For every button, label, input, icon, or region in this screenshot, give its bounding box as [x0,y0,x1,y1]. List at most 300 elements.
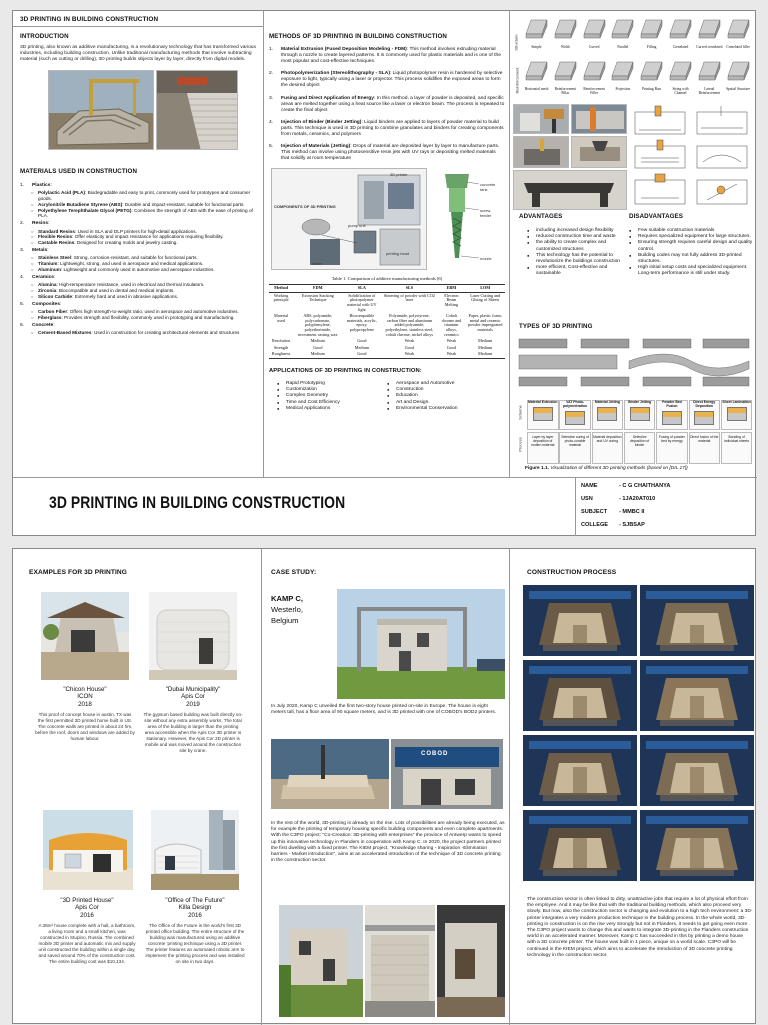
process-desc-label: Bonding of individual sheets [724,435,750,443]
case-text-intro: In July 2020, Kamp C unveiled the first two-story house printed on-site in Europe. The house is eight meters tall, has a floor area of 90 square meters, and is 3D printed with one of COBOD's BOD2 printers. [271,704,497,716]
mixer-label: mixer [312,261,322,267]
material-item-text: : Biodegradable and easy to print, commonly used for prototypes and consumer goods. [38,189,251,201]
material-item-name: Acrylonitrile Butadiene Styrene (ABS) [38,201,123,207]
disadvantage-item: ● Ensuring strength requires careful design and quality control. [629,240,753,252]
wall-shape-cell [581,16,608,56]
advantage-item: ● reduced construction time and waste [527,234,625,240]
process-scheme-cell [592,400,624,430]
material-label: Ceramics [32,275,55,281]
wall-shape-label: Simple [531,45,542,49]
wall-shape-icon [638,58,665,82]
printing-site-photo-1 [271,739,389,809]
process-category-label: Powder Bed Fusion [662,400,682,408]
methods-comparison-table [269,284,505,359]
material-label: Metals [32,248,48,254]
wall-shape-cell [667,16,694,56]
material-item-text: : Durable and impact-resistant, suitable for functional parts. [122,201,245,207]
material-group [20,275,258,300]
wall-shape-cell [609,16,636,56]
process-category-label: Binder Jetting [628,400,652,404]
intro-text: 3D printing, also known as additive manufacturing, is a revolutionary technology that has transformed various industries, including building construction. Unlike traditional manufacturing methods that involve subtracting material (such as cutting or drilling), 3D printing builds objects layer by layer, directly from digital models. [20,45,256,63]
example-year: 2019 [186,700,200,708]
process-desc-cell [592,432,624,464]
materials-list [20,183,258,337]
process-scheme-cell [656,400,688,430]
method-item [269,47,505,65]
intro-heading: INTRODUCTION [20,33,69,40]
table-cell: Good [313,344,323,350]
example-description: The gypsum based building was built directly on-site without any extra assembly works. The total area of the building is larger than the printing area accessible when the Apis Cor 3D printer is stationary. However, the Apis Cor 3D printer is mobile and was moved around the construction site by crane. [143,712,243,754]
material-item-text: : Designed for creating molds and jewelry casting. [74,240,178,246]
method-text: : Liquid photopolymer resin is hardened by selective exposure to light, typically using a laser or projector. This process solidifies the exposed areas to form the desired object [281,71,503,89]
table-cell: Resolution [272,338,291,344]
info-key: SUBJECT [581,509,608,515]
applications-lists [269,381,505,412]
wall-shape-label: Parallel [617,45,629,49]
example-description: The Office of the Future is the world's first 3D printed office building. The entire structure of the building was manufactured using an additive concrete 'printing technique using a 3D printer. The printer features an automated robotic arm to implement the printing process and was installed on site in two days. [145,923,245,965]
printing-method-schematics [631,104,753,210]
wall-shape-cell [552,16,579,56]
table-cell: Medium [465,351,505,358]
method-body [281,144,505,162]
table-header-cell: SLA [342,285,381,293]
disadvantage-item: ● Few suitable construction materials [629,228,753,234]
method-number: 2. [269,71,274,77]
process-scheme-icon [630,407,650,421]
table-cell: Cobalt chrome and titanium alloys, ceramics [441,313,462,337]
material-items [32,330,258,336]
material-item-text: : Combines the strength of ABS with the ease of printing of PLA. [38,207,253,219]
table-cell: Strength [274,344,289,350]
advantage-item: ● more efficient, Cost-effective and sustainable [527,265,625,277]
method-body [281,96,505,114]
methods-list [269,47,505,162]
material-number: 5. [20,302,25,308]
material-group-title: 2. Resins: [20,221,50,227]
process-desc-cell [559,432,591,464]
table-row [269,351,505,358]
wall-shape-icon [523,58,550,82]
material-number: 2. [20,221,25,227]
table-cell: Biocompatible materials, acrylic, epoxy, polypropylene [346,313,377,332]
example-org: Apis Cor [181,693,205,701]
wall-shape-label: Filling [646,45,657,49]
figure-caption [525,466,688,471]
process-desc-cell [656,432,688,464]
material-group-title: 1. Plastics: [20,182,52,188]
stupino-house-photo [43,810,133,890]
info-row [581,509,644,515]
process-desc-cell [624,432,656,464]
wall-shape-label: Crenelated filler [726,45,750,49]
examples-heading: EXAMPLES FOR 3D PRINTING [29,569,128,576]
construction-step-photo [523,810,637,881]
material-group [20,183,258,220]
method-item [269,71,505,89]
construction-site-photo [48,70,154,150]
advantage-item: ● This technology has the potential to revolutionize the buildings construction [527,253,625,265]
types-heading: TYPES OF 3D PRINTING [519,323,593,330]
application-item: ● Environmental Conservation [387,406,505,412]
wall-shape-label: Printing Bars [642,87,662,91]
material-item-name: Polylactic Acid (PLA) [38,189,85,195]
material-group-title: 5. Composites: [20,302,62,308]
process-cells [527,400,753,464]
material-group-title: 6. Concrete: [20,323,55,329]
process-scheme-icon [597,407,617,421]
table-row [269,313,505,338]
wall-shapes-grid [511,14,755,100]
completed-house-photo-3 [437,905,505,1017]
table-cell: Laser Cutting and Gluing of Sheets [470,292,501,303]
info-row [581,522,645,528]
wall-shape-label: Crenelated [672,45,689,49]
header-title: 3D PRINTING IN BUILDING CONSTRUCTION [20,16,159,23]
material-group-title: 4. Ceramics: [20,275,56,281]
footer-info-divider [575,477,576,536]
side-label-structure: Structure [513,34,519,51]
table-cell: Working principle [273,292,289,303]
material-items [32,190,258,220]
wall-shape-label: Curved [588,45,600,49]
office-of-future-photo [151,810,239,890]
process-scheme-icon [533,407,553,421]
table-row [269,338,505,345]
components-label: COMPONENTS OF 3D PRINTING [274,204,336,210]
table-caption: Table 1. Comparison of additive manufacturing methods [6] [331,276,443,282]
kamp-c-house-photo [337,589,505,699]
wall-shape-cell [725,58,752,98]
process-scheme-cell [559,400,591,430]
nozzle-label: nozzle [480,256,492,262]
table-cell: Electron Beam Melting [444,292,459,307]
chicon-house-photo [41,592,129,680]
wall-shape-label: Horizontal mesh [524,87,549,91]
material-items [32,282,258,300]
advantage-item: ● the ability to create complex and customized structures [527,240,625,252]
shape-row-structure [523,16,753,56]
wall-shape-icon [667,16,694,40]
disadvantage-item: ● High initial setup costs and specialized equipment. Long-term performance is still under study. [629,265,753,277]
construction-step-photo [640,735,754,806]
table-header-cell: Method [269,285,293,293]
printing-site-photo-2 [391,739,503,809]
material-item-text: : Provides strength and flexibility, commonly used in prototyping and manufacturing. [61,315,235,321]
method-item [269,96,505,114]
process-scheme-cell [721,400,753,430]
column-divider [509,11,510,477]
table-cell: Good [342,351,381,358]
wall-shape-cell [638,58,665,98]
construction-step-photo [523,585,637,656]
process-scheme-icon [662,411,682,425]
figure-caption-text: Visualization of different 3D printing methods (based on [DIL 17]) [549,466,688,471]
table-cell: ABS, polyamide, polycarbonate, polyphenylene, polyetherimide, investment casting wax [298,313,338,337]
table-cell: Weak [404,338,415,344]
material-number: 1. [20,182,25,188]
table-cell: Material used [274,313,289,323]
example-description: A 38m² house complete with a hall, a bathroom, a living room and a small kitchen, was constructed in Stupino, Russia. The combined mobile 3D printer and automatic mix and supply unit constructed the building within a single day, and saved around 70% of the construction cost. The entire building cost was $10,134. [38,923,136,965]
process-desc-cell [689,432,721,464]
application-item: ● Medical Applications [277,406,387,412]
method-name: Material Extrusion (Fused Deposition Modeling - FDM) [281,47,407,52]
column-construction-process [511,549,757,1025]
method-name: Photopolymerization (Stereolithography - SLA) [281,71,390,77]
info-key: COLLEGE [581,522,609,528]
method-text: : In this method, a layer of powder is deposited, and specific areas are melted together using a heat source like a laser or electron beam. The process is repeated to create the final object [281,95,505,113]
table-cell: Extrusion Stacking Technique [301,292,334,303]
example-year: 2016 [188,911,202,919]
process-scheme-icon [727,407,747,421]
case-heading: CASE STUDY: [271,569,317,576]
example-org: Apis Cor [75,904,99,912]
disadvantages-heading: DISADVANTAGES [629,213,684,220]
wall-shape-icon [696,58,723,82]
example-name: "Dubai Municipality" [165,686,221,693]
process-photos-diagrams [511,104,755,214]
process-scheme-cell [689,400,721,430]
method-body [281,47,505,65]
example-card-chicon [35,686,135,742]
info-value: - 1JA20AT010 [619,496,656,502]
material-item [32,190,258,202]
application-item: ● Aerospace and Automotive [387,381,505,387]
wall-shape-icon [581,58,608,82]
table-cell: Medium [478,338,493,344]
table-cell: Good [446,344,457,350]
process-scheme-cell [527,400,559,430]
robot-photo-1 [513,104,569,134]
material-number: 6. [20,323,25,329]
construction-step-photo [523,660,637,731]
example-org: Killa Design [178,904,212,912]
wall-shape-label: Projection [615,87,631,91]
completed-house-photo-2 [365,905,435,1017]
column-types-advantages [511,12,755,476]
material-item-text: : Used in construction for creating architectural elements and structures [91,330,240,336]
material-item-name: Cement-Based Mixtures [38,330,92,336]
dubai-municipality-photo [149,592,237,680]
application-item: ● Rapid Prototyping [277,381,387,387]
info-key: USN [581,496,593,502]
column-divider [261,549,262,1025]
example-card-office [145,897,245,965]
process-scheme-cell [624,400,656,430]
example-name: "Office of The Future" [165,897,225,904]
method-item [269,144,505,162]
wall-shape-label: Lateral Reinforcement [698,87,720,96]
wall-shape-icon [609,16,636,40]
example-name: "Chicon House" [63,686,107,693]
info-value: - MMBC II [619,509,645,515]
table-cell: Weak [437,351,465,358]
material-item-text: : Used in SLA and DLP printers for high-detail applications. [75,228,197,234]
robot-photo-2 [571,104,627,134]
material-number: 4. [20,275,25,281]
pump-label: pump unit [348,223,366,229]
printed-wall-photo [156,70,238,150]
method-body [281,120,505,138]
example-card-stupino [37,897,137,965]
table-row [269,292,505,313]
table-cell: Medium [478,344,493,350]
wall-shape-label: Curved crenelated [696,45,723,49]
table-cell: Roughness [269,351,293,358]
construction-step-photo [523,735,637,806]
method-number: 1. [269,47,274,52]
case-location [271,593,303,626]
methods-heading: METHODS OF 3D PRINTING IN BUILDING CONSTRUCTION [269,33,447,40]
process-side-label-process: Process [517,437,523,452]
material-item-name: Castable Resins [38,240,75,246]
process-desc-label: Selective curing of photo-curable material [561,435,589,447]
material-item-name: Stainless Steel [38,255,72,261]
table-row [269,345,505,352]
cobod-banner-text: COBOD [421,751,449,757]
example-card-dubai [143,686,243,754]
wall-shape-cell [725,16,752,56]
process-category-label: Material Extrusion [528,400,558,404]
material-item-text: : Lightweight, strong, and used in aerospace and medical applications. [57,261,204,267]
disadvantages-list [629,228,753,278]
column-methods [269,33,505,473]
material-item-text: : High-temperature resistance, used in electrical and thermal insulators. [56,282,205,288]
table-cell: Good [404,344,415,350]
material-label: Plastics [32,182,51,188]
tank-label: concrete tank [480,182,496,193]
info-row [581,496,655,502]
example-description: This proof of concept house in austin, TX was the first permitted 3D printed home built in US. The concrete walls are printed in about 24 hrs, before the roof, doors and windows are added by human labour. [35,712,135,742]
wall-shape-cell [523,58,550,98]
material-item-text: : Extremely hard and used in abrasive applications. [72,294,179,300]
process-scheme-icon [565,411,585,425]
table-cell: Sintering of powder with CO2 laser [383,292,435,303]
wall-shape-label: Reinforcement Pillar [554,87,576,96]
construction-step-photo [640,810,754,881]
material-item-text: : Offer elasticity and impact resistance for applications requiring flexibility. [72,234,224,240]
column-divider [263,11,264,477]
poster-3d-printing-overview [12,10,756,536]
method-number: 4. [269,119,274,125]
material-item-name: Polyethylene Terephthalate Glycol (PETG) [38,207,132,213]
material-item-name: Standard Resins [38,228,75,234]
footer-divider [13,477,757,478]
material-group [20,302,258,321]
material-group [20,323,258,336]
process-heading: CONSTRUCTION PROCESS [527,569,617,576]
material-group [20,248,258,273]
process-desc-cell [721,432,753,464]
wall-shape-icon [609,58,636,82]
printed-bench-photo [513,170,627,210]
applications-left-list [269,381,387,412]
application-item: ● Construction [387,387,505,393]
case-location-country: Belgium [271,616,299,625]
printing-types-diagram [517,335,753,397]
materials-heading: MATERIALS USED IN CONSTRUCTION [20,167,138,175]
advantages-list [527,228,625,278]
wall-shape-icon [696,16,723,40]
process-desc-label: Layer by layer deposition of molten material [531,435,555,447]
intro-photos [20,70,258,156]
info-row [581,483,670,489]
material-items [32,255,258,273]
column-divider [509,549,510,1025]
disadvantage-item: ● Requires specialized equipment for large structures. [629,234,753,240]
poster-title: 3D PRINTING IN BUILDING CONSTRUCTION [49,494,346,512]
column-examples [13,549,261,1025]
material-item [32,240,258,246]
table-cell: Medium [310,338,325,344]
material-group-title: 3. Metals: [20,248,49,254]
robot-photo-4 [571,136,627,168]
material-label: Resins [32,221,49,227]
poster-header [13,11,263,27]
table-cell: Weak [381,351,437,358]
application-item: ● Art and Design. [387,400,505,406]
components-diagram [269,168,505,274]
process-desc-label: Selective deposition of binder [630,435,650,447]
material-item [32,267,258,273]
column-case-study [263,549,509,1025]
material-item [32,315,258,321]
advantages-heading: ADVANTAGES [519,213,563,220]
application-item: ● Complex Geometry [277,393,387,399]
robot-photo-3 [513,136,569,168]
wall-shape-cell [667,58,694,98]
application-item: ● Customization [277,387,387,393]
info-value: - C G CHAITHANYA [619,483,671,489]
process-desc-label: Direct fusion of the material [690,435,719,443]
process-text: The construction sector is often linked to dirty, unattractive jobs that require a lot of physical effort from the employee. And it may be like that with the traditional building methods, which also proceed very slowly. But now, also the construction sector is changing and evolution to a high tech environment: a 3D-printer integrates a very modern production technique in the building process. In the whole world, 3D-printing in construction is on the rise very strongly but not in Flanders, it needs to get going even more . The C3PO project wants to change this and wants to integrate 3D-printing in the Flanders construction world in an accelerated manner. Moreover, Kamp C has succeeded in this by printing a demo house with a 3D concrete printer. The house was built in 1 piece, unique on a world scale. C3PO will be continued in the KIEM project, which aims to accelerate the introduction of 3D concrete printing technology in the construction sector. [527,897,753,958]
method-text: : Drops of material are deposited layer by layer to manufacture parts. This method can involve using photosensitive resin jets with UV rays or depositing melted materials that solidify at room temperature [281,144,500,162]
material-item-text: : Offers high strength-to-weight ratio, used in aerospace and automotive industries. [67,309,239,315]
wall-shape-cell [696,58,723,98]
disadvantage-item: ● Building codes may not fully address 3D-printed structures. [629,253,753,265]
material-item-name: Silicon Carbide [38,294,73,300]
method-body [281,71,505,89]
advantage-item: ● including increased design flexibility [527,228,625,234]
material-item-name: Titanium [38,261,58,267]
am-process-categories [517,400,753,464]
material-group [20,221,258,246]
material-item-name: Aluminum [38,267,61,273]
table-cell: Solidification of photopolymer material with UV light [347,292,377,312]
applications-right-list [387,381,505,412]
construction-step-photo [640,585,754,656]
material-items [32,229,258,247]
application-item: ● Time and Cost Efficiency [277,400,387,406]
process-scheme-icon [694,411,714,425]
construction-step-photo [640,660,754,731]
material-item-name: Flexible Resins [38,234,73,240]
table-cell: Medium [293,351,342,358]
wall-shape-cell [581,58,608,98]
application-item: ● Education [387,393,505,399]
wall-shape-cell [638,16,665,56]
table-cell: Polyamide, polystyrene, carbon fiber and aluminum added polyamide, polyethylene, stainless steel, cobalt chrome, nickel alloys [385,313,434,337]
wall-shape-cell [696,16,723,56]
wall-shape-label: String with Channel [672,87,689,96]
table-header-cell: FDM [293,285,342,293]
wall-shape-icon [552,58,579,82]
method-item [269,120,505,138]
wall-shape-icon [523,16,550,40]
extruder-diagram [431,168,503,270]
wall-shape-icon [581,16,608,40]
material-item-name: Alumina [38,282,57,288]
method-number: 3. [269,95,274,101]
